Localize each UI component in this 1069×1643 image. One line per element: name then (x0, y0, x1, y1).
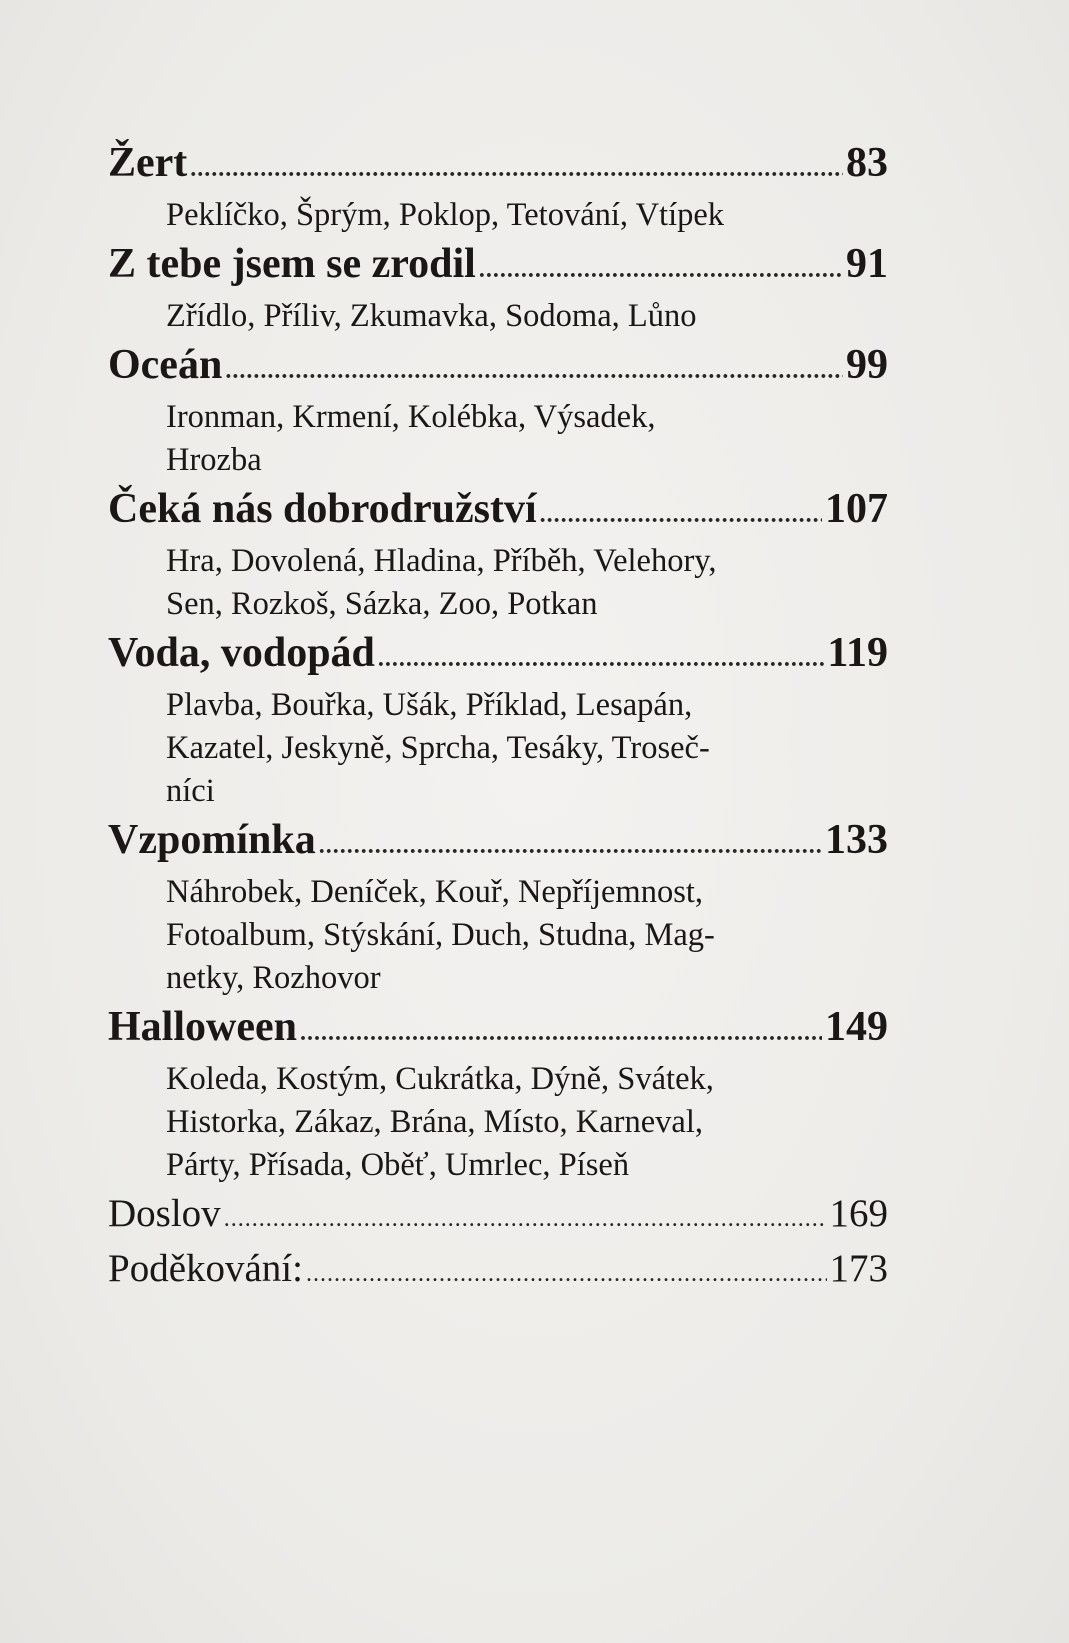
subtitle-line: Historka, Zákaz, Brána, Místo, Karneval, (166, 1104, 703, 1140)
toc-entry (108, 628, 888, 684)
toc-entry (108, 815, 888, 871)
subtitle-line: netky, Rozhovor (166, 960, 381, 996)
subtitle-line: Hrozba (166, 442, 262, 478)
chapter-title: Z tebe jsem se zrodil (108, 241, 476, 287)
toc-entry (108, 1244, 888, 1299)
page-number: 133 (825, 817, 888, 863)
subtitle-line: Párty, Přísada, Oběť, Umrlec, Píseň (166, 1147, 630, 1183)
chapter-contents (166, 540, 856, 628)
dot-leader (190, 144, 843, 194)
subtitle-line: Peklíčko, Šprým, Poklop, Tetování, Vtípek (166, 197, 725, 233)
chapter-contents (166, 1058, 856, 1189)
page-number: 91 (846, 241, 888, 287)
page-number: 149 (825, 1004, 888, 1050)
toc-entry (108, 340, 888, 396)
page-number: 107 (825, 486, 888, 532)
subtitle-line: Sen, Rozkoš, Sázka, Zoo, Potkan (166, 586, 598, 622)
dot-leader (479, 245, 843, 295)
toc-entry (108, 1002, 888, 1058)
chapter-title: Čeká nás dobrodružství (108, 486, 537, 532)
subtitle-line: Zřídlo, Příliv, Zkumavka, Sodoma, Lůno (166, 298, 697, 334)
subtitle-line: níci (166, 773, 215, 809)
chapter-title: Doslov (108, 1192, 221, 1235)
page-number: 169 (829, 1192, 888, 1235)
dot-leader (225, 346, 843, 396)
chapter-title: Voda, vodopád (108, 630, 375, 676)
page-number: 99 (846, 342, 888, 388)
toc-entry (108, 239, 888, 295)
chapter-title: Poděkování: (108, 1247, 303, 1290)
subtitle-line: Fotoalbum, Stýskání, Duch, Studna, Mag- (166, 917, 715, 953)
subtitle-line: Ironman, Krmení, Kolébka, Výsadek, (166, 399, 656, 435)
chapter-title: Vzpomínka (108, 817, 316, 863)
subtitle-line: Kazatel, Jeskyně, Sprcha, Tesáky, Troseč- (166, 730, 710, 766)
dot-leader (306, 1250, 827, 1299)
toc-entry (108, 1189, 888, 1244)
dot-leader (319, 821, 822, 871)
chapter-title: Žert (108, 140, 188, 186)
subtitle-line: Hra, Dovolená, Hladina, Příběh, Velehory, (166, 543, 717, 579)
toc-entry (108, 484, 888, 540)
chapter-contents (166, 871, 856, 1002)
chapter-contents (166, 194, 856, 239)
page-number: 173 (829, 1247, 888, 1290)
dot-leader (300, 1008, 822, 1058)
chapter-contents (166, 295, 856, 340)
table-of-contents (108, 138, 888, 1299)
chapter-contents (166, 396, 856, 484)
toc-entry (108, 138, 888, 194)
subtitle-line: Plavba, Bouřka, Ušák, Příklad, Lesapán, (166, 687, 693, 723)
dot-leader (224, 1195, 827, 1244)
subtitle-line: Koleda, Kostým, Cukrátka, Dýně, Svátek, (166, 1061, 714, 1097)
subtitle-line: Náhrobek, Deníček, Kouř, Nepříjemnost, (166, 874, 703, 910)
dot-leader (540, 490, 822, 540)
dot-leader (378, 634, 824, 684)
chapter-title: Oceán (108, 342, 223, 388)
chapter-contents (166, 684, 856, 815)
chapter-title: Halloween (108, 1004, 297, 1050)
page-number: 83 (846, 140, 888, 186)
page-number: 119 (827, 630, 888, 676)
